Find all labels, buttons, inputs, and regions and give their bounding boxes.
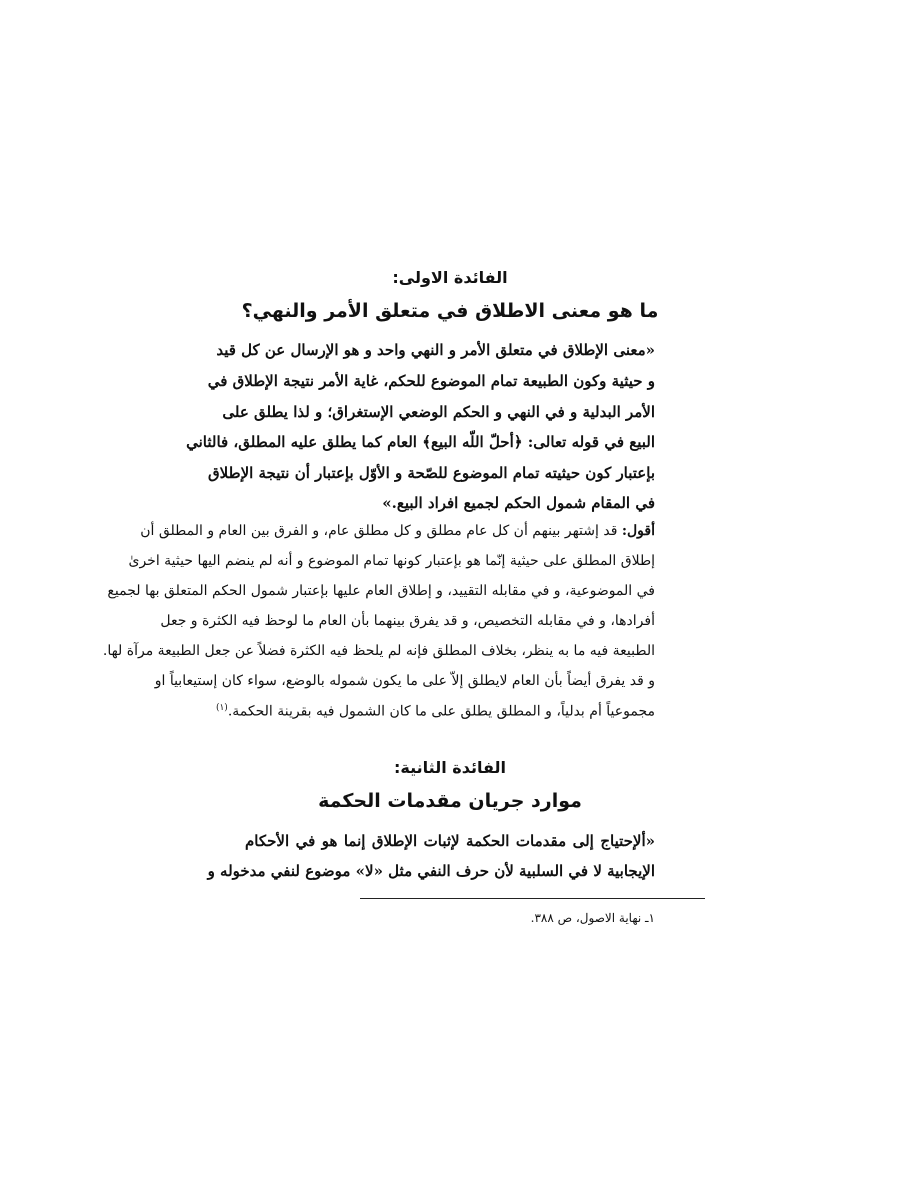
footnote-separator <box>360 898 705 899</box>
comment-line: الطبيعة فيه ما به ينظر، بخلاف المطلق فإنه لم يلحظ فيه الكثرة فضلاً عن جعل الطبيعة مرآة لها. <box>102 643 655 659</box>
comment-line: إطلاق المطلق على حيثية إنّما هو بإعتبار كونها تمام الموضوع و أنه لم ينضم اليها حيثية اخرىٰ <box>128 553 655 569</box>
comment-line <box>215 703 655 720</box>
comment-line: في الموضوعية، و في مقابله التقييد، و إطلاق العام عليها بإعتبار شمول الحكم المتعلق بها لجميع <box>107 583 655 599</box>
comment-text: قد إشتهر بينهم أن كل عام مطلق و كل مطلق عام، و الفرق بين العام و المطلق أن <box>140 523 618 539</box>
section2-title: موارد جريان مقدمات الحكمة <box>318 790 582 812</box>
comment-text: مجموعياً أم بدلياً، و المطلق يطلق على ما كان الشمول فيه بقرينة الحكمة. <box>227 703 655 720</box>
comment-line <box>140 523 655 539</box>
quote-line: بإعتبار كون حيثيته تمام الموضوع للصّحة و الأوّل بإعتبار أن نتيجة الإطلاق <box>208 464 655 482</box>
quote-line: الإيجابية لا في السلبية لأن حرف النفي مثل «لا» موضوع لنفي مدخوله و <box>207 862 655 880</box>
section1-label: الفائدة الاولى: <box>392 268 508 287</box>
footnote-reference: (١) <box>215 703 228 713</box>
section2-label: الفائدة الثانية: <box>394 758 506 777</box>
quote-line: و حيثية وكون الطبيعة تمام الموضوع للحكم، غاية الأمر نتيجة الإطلاق في <box>207 372 655 390</box>
comment-line: أفرادها، و في مقابله التخصيص، و قد يفرق بينهما بأن العام ما لوحظ فيه الكثرة و جعل <box>160 613 655 629</box>
quote-line: «معنى الإطلاق في متعلق الأمر و النهي واحد و هو الإرسال عن كل قيد <box>216 341 655 359</box>
comment-line: و قد يفرق أيضاً بأن العام لايطلق إلاّ على ما يكون شموله بالوضع، سواء كان إستيعابياً او <box>154 673 655 689</box>
quote-line: الأمر البدلية و في النهي و الحكم الوضعي الإستغراق؛ و لذا يطلق على <box>222 403 655 421</box>
quote-line: «ألإحتياج إلى مقدمات الحكمة لإثبات الإطلاق إنما هو في الأحكام <box>245 832 655 850</box>
quote-line: في المقام شمول الحكم لجميع افراد البيع.» <box>382 494 655 512</box>
footnote: ١ـ نهاية الاصول، ص ٣٨٨. <box>530 911 655 925</box>
section1-title: ما هو معنى الاطلاق في متعلق الأمر والنهي؟ <box>241 300 659 322</box>
quote-line: البيع في قوله تعالى: ﴿أحلّ اللّه البيع﴾ العام كما يطلق عليه المطلق، فالثاني <box>186 433 655 451</box>
comment-lead: أقول: <box>621 523 655 539</box>
